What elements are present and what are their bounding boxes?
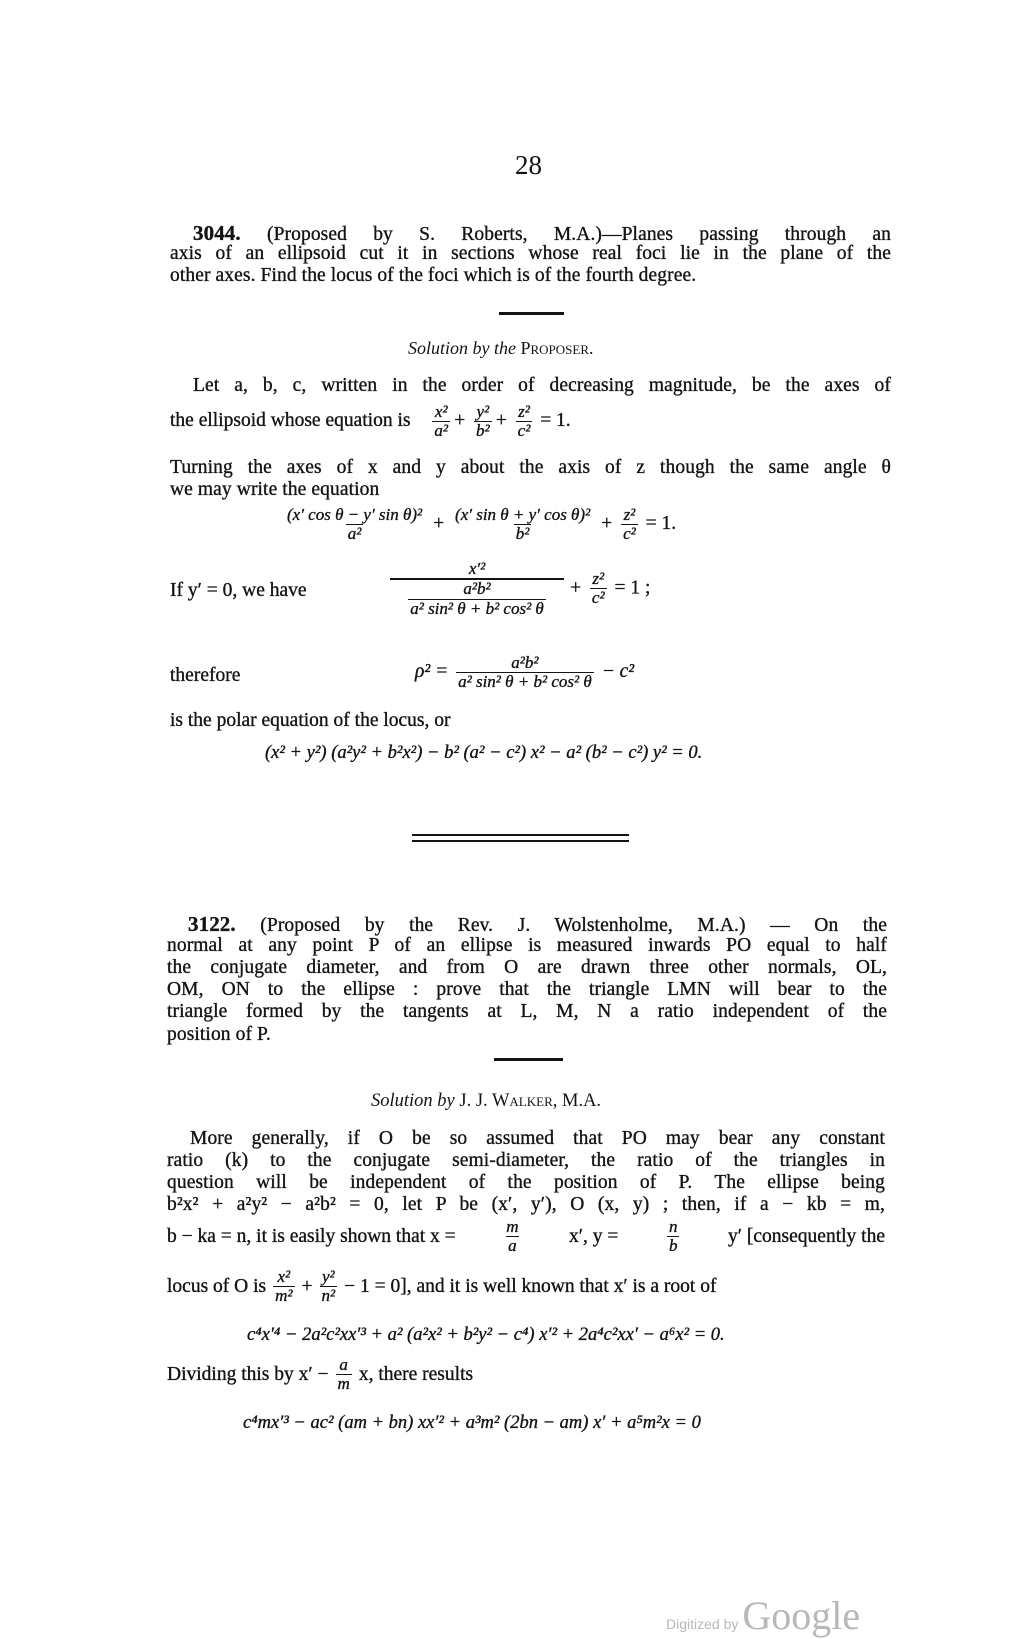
problem-text: (Proposed by S. Roberts, M.A.)—Planes passing through an	[266, 224, 891, 245]
therefore-text: therefore	[170, 665, 241, 686]
walker-line-7	[167, 1356, 473, 1394]
numerator: y²	[321, 1267, 335, 1286]
walker-line-1: More generally, if O be so assumed that PO may bear any constant	[190, 1128, 885, 1149]
text: − 1 = 0], and it is well known that x′ is a root of	[344, 1275, 717, 1297]
if-y-zero-text: If y′ = 0, we have	[170, 580, 307, 601]
denominator: m²	[275, 1285, 293, 1305]
text: b − ka = n, it is easily shown that x =	[167, 1225, 456, 1247]
page-number: 28	[515, 150, 542, 180]
solution-line-3: Turning the axes of x and y about the axis of z though the same angle θ	[170, 457, 891, 478]
ellipsoid-equation: $\frac{\text{x²}}{\text{a²}}$ + $\frac{\text{y²}}{\text{b²}}$ + $\frac{\text{z²}}{\text{c²}}$ = 1.	[434, 402, 571, 440]
cubic-equation: c⁴mx′³ − ac² (am + bn) xx′² + a³m² (2bn − am) x′ + a⁵m²x = 0	[243, 1413, 701, 1433]
numerator: n	[668, 1217, 678, 1236]
denominator: b²	[476, 420, 490, 440]
text: y′ [consequently the	[728, 1225, 885, 1247]
rotated-equation: $\frac{\text{(x′ cos θ − y′ sin θ)²}}{\text{a²}}$ + $\frac{\text{(x′ sin θ + y′ cos θ)²}}{\text{b²}}$ + $\frac{\text{z²}}{\text{c²}}$ = 1.	[287, 505, 677, 543]
walker-line-5	[167, 1218, 885, 1256]
numerator: m	[506, 1217, 519, 1236]
problem-3122-line-5: triangle formed by the tangents at L, M, N a ratio independent of the	[167, 1001, 887, 1022]
denominator: c²	[623, 523, 636, 543]
equation-rhs: = 1.	[540, 410, 571, 432]
numerator: x²	[434, 402, 448, 421]
double-rule-top	[412, 834, 629, 836]
denominator: a²	[347, 523, 362, 543]
problem-text: (Proposed by the Rev. J. Wolstenholme, M.A.) — On the	[260, 915, 887, 936]
denominator: c²	[591, 588, 605, 608]
problem-number: 3122.	[188, 912, 236, 936]
denominator: b	[668, 1235, 678, 1255]
solution-line-2	[170, 403, 571, 441]
text: the ellipsoid whose equation is	[170, 410, 411, 432]
denominator: a² sin² θ + b² cos² θ	[410, 598, 544, 618]
numerator: (x′ sin θ + y′ cos θ)²	[455, 505, 591, 524]
denominator: c²	[517, 420, 531, 440]
solution-line-7: is the polar equation of the locus, or	[170, 710, 451, 731]
numerator: z²	[518, 402, 530, 421]
numerator: y²	[476, 402, 490, 421]
solution-line-1: Let a, b, c, written in the order of decreasing magnitude, be the axes of	[193, 375, 891, 396]
double-rule-bottom	[412, 840, 629, 842]
plus-sign: +	[301, 1275, 313, 1297]
numerator: z²	[623, 505, 636, 524]
equation-rest: − c²	[601, 661, 635, 683]
problem-3122-line-6: position of P.	[167, 1024, 271, 1045]
compound-fraction-equation: x′² a²b² a² sin² θ + b² cos² θ + $\frac{\text{z²}}{\text{c²}}$ = 1 ;	[390, 560, 650, 618]
denominator: a² sin² θ + b² cos² θ	[458, 671, 592, 691]
text: x′, y =	[569, 1225, 619, 1247]
problem-3122-line-4: OM, ON to the ellipse : prove that the triangle LMN will bear to the	[167, 979, 887, 1000]
problem-3122-line-3: the conjugate diameter, and from O are drawn three other normals, OL,	[167, 957, 887, 978]
solution-by-text: Solution by the	[408, 338, 516, 358]
denominator: m	[337, 1373, 350, 1393]
text: x, there results	[358, 1363, 474, 1385]
numerator: a	[339, 1355, 348, 1374]
google-logo: Google	[742, 1593, 861, 1638]
denominator: n²	[321, 1285, 336, 1305]
solution-author: J. J. Walker, M.A.	[459, 1091, 602, 1111]
inner-fraction: a²b²	[390, 578, 564, 599]
numerator: x′²	[468, 559, 486, 578]
locus-equation: (x² + y²) (a²y² + b²x²) − b² (a² − c²) x² − a² (b² − c²) y² = 0.	[265, 743, 703, 763]
problem-3044-line-3: other axes. Find the locus of the foci which is of the fourth degree.	[170, 265, 697, 286]
numerator: (x′ cos θ − y′ sin θ)²	[287, 505, 423, 524]
problem-number: 3044.	[193, 221, 241, 245]
problem-3122-line-1	[188, 912, 887, 937]
watermark-small-text: Digitized by	[666, 1616, 739, 1632]
equation-rhs: = 1 ;	[614, 577, 651, 599]
solution-line-4: we may write the equation	[170, 479, 380, 500]
numerator: a²b²	[511, 653, 539, 672]
solution-heading	[408, 338, 594, 359]
text: Dividing this by x′ −	[167, 1363, 329, 1385]
section-divider	[499, 312, 564, 315]
quartic-equation: c⁴x′⁴ − 2a²c²xx′³ + a² (a²x² + b²y² − c⁴) x′² + 2a⁴c²xx′ − a⁶x² = 0.	[247, 1325, 725, 1345]
numerator: x²	[277, 1267, 291, 1286]
solution-by-text: Solution by	[371, 1091, 455, 1111]
solution-heading	[371, 1091, 601, 1112]
denominator: a²	[434, 420, 448, 440]
equation-rhs: = 1.	[645, 513, 677, 535]
google-watermark	[666, 1592, 860, 1639]
denominator: a	[508, 1235, 517, 1255]
walker-line-2: ratio (k) to the conjugate semi-diameter, the ratio of the triangles in	[167, 1150, 885, 1171]
problem-3044-line-2: axis of an ellipsoid cut it in sections whose real foci lie in the plane of the	[170, 243, 891, 264]
solution-author: Proposer.	[520, 338, 594, 358]
section-divider	[494, 1058, 563, 1061]
polar-equation	[415, 654, 634, 692]
walker-line-6	[167, 1268, 716, 1306]
numerator: z²	[592, 569, 605, 589]
walker-line-4: b²x² + a²y² − a²b² = 0, let P be (x′, y′), O (x, y) ; then, if a − kb = m,	[167, 1194, 885, 1215]
text: locus of O is	[167, 1275, 267, 1297]
walker-line-3: question will be independent of the position of P. The ellipse being	[167, 1172, 885, 1193]
problem-3122-line-2: normal at any point P of an ellipse is measured inwards PO equal to half	[167, 935, 887, 956]
denominator: b²	[515, 523, 530, 543]
lhs: ρ² =	[415, 661, 449, 683]
